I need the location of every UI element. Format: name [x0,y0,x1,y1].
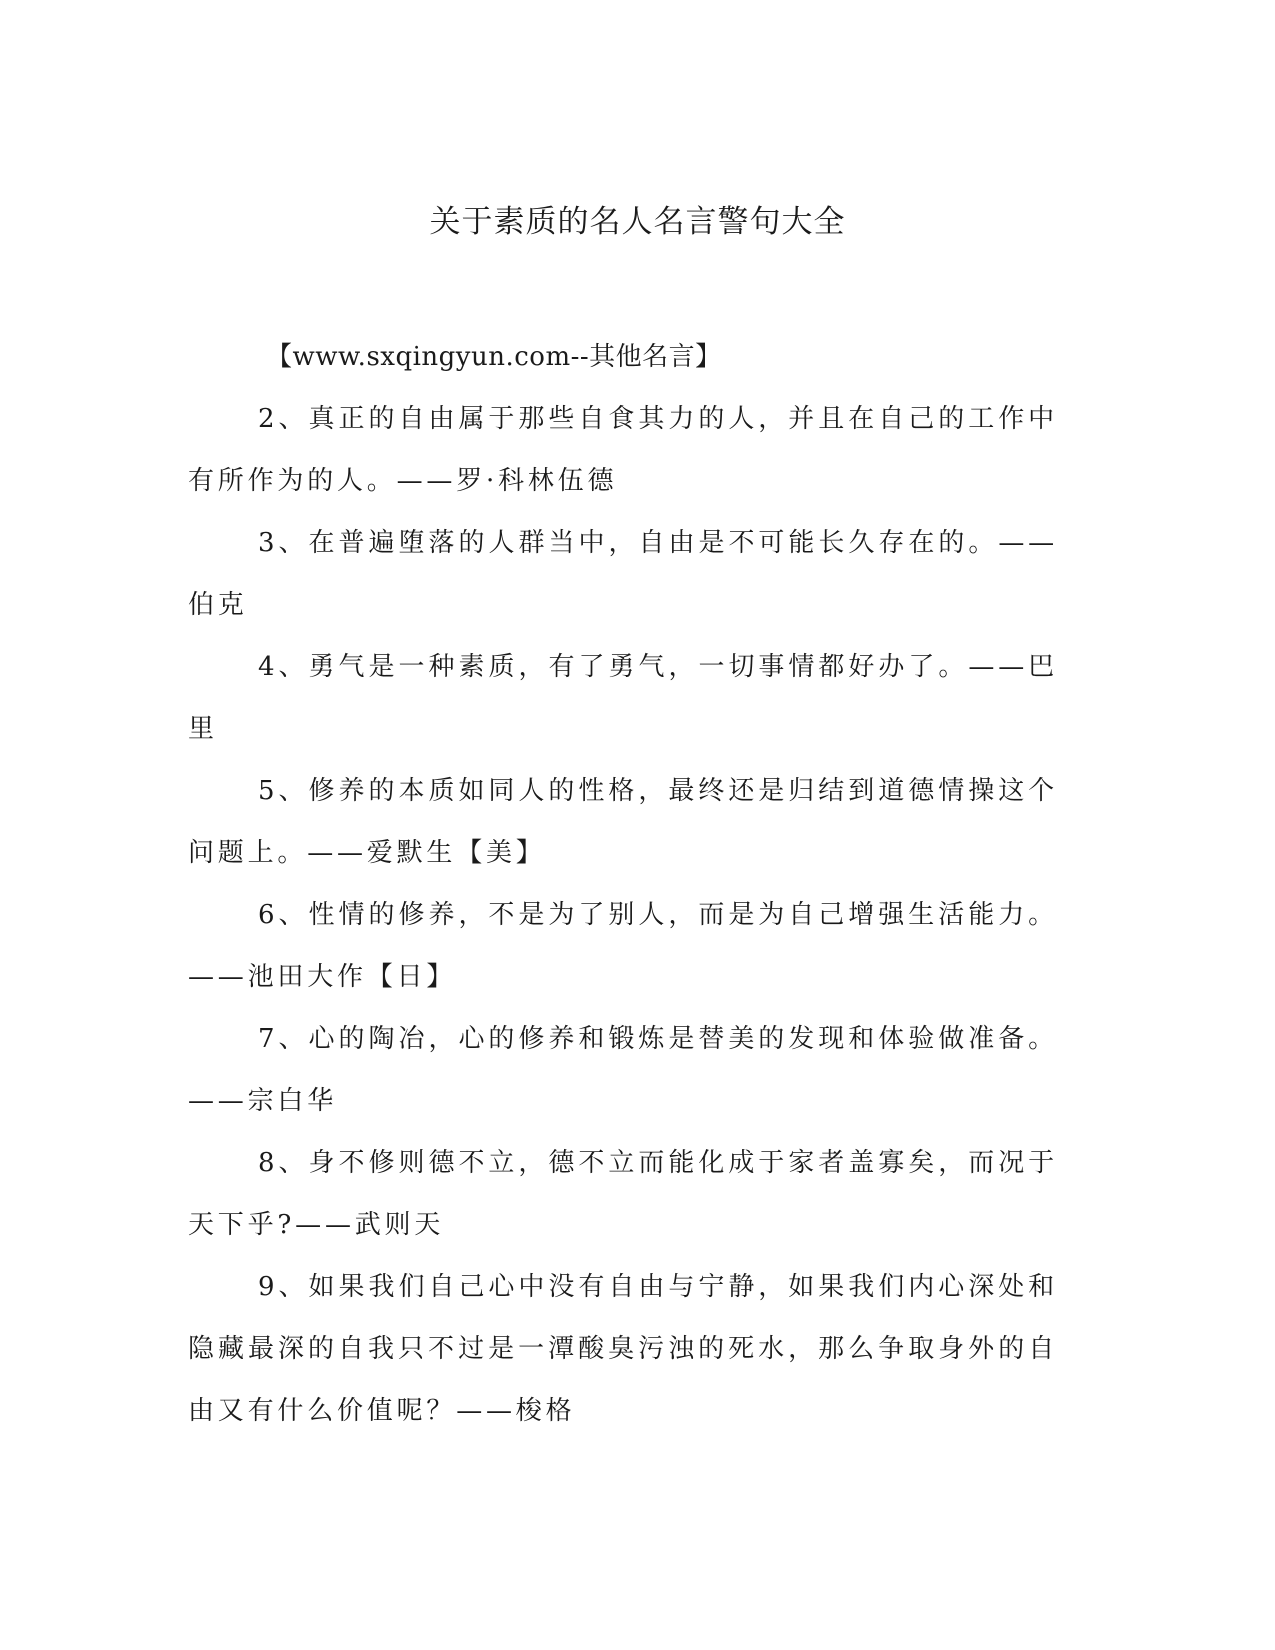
quote-paragraph: 5、修养的本质如同人的性格，最终还是归结到道德情操这个问题上。——爱默生【美】 [188,776,1058,868]
quote-paragraph: 9、如果我们自己心中没有自由与宁静，如果我们内心深处和隐藏最深的自我只不过是一潭酸臭污浊的死水，那么争取身外的自由又有什么价值呢？——梭格 [188,1272,1058,1426]
quote-paragraph: 8、身不修则德不立，德不立而能化成于家者盖寡矣，而况于天下乎?——武则天 [188,1148,1058,1240]
quote-paragraph: 3、在普遍堕落的人群当中，自由是不可能长久存在的。——伯克 [188,528,1058,620]
source-line: 【www.sxqingyun.com--其他名言】 [266,342,722,372]
document-title: 关于素质的名人名言警句大全 [429,204,846,240]
document-body [188,326,1058,1442]
quote-paragraph: 6、性情的修养，不是为了别人，而是为自己增强生活能力。——池田大作【日】 [188,900,1058,992]
quote-paragraph: 2、真正的自由属于那些自食其力的人，并且在自己的工作中有所作为的人。——罗·科林伍德 [188,404,1058,496]
quote-paragraph: 4、勇气是一种素质，有了勇气，一切事情都好办了。——巴里 [188,652,1058,744]
quote-paragraph: 7、心的陶冶，心的修养和锻炼是替美的发现和体验做准备。——宗白华 [188,1024,1058,1116]
